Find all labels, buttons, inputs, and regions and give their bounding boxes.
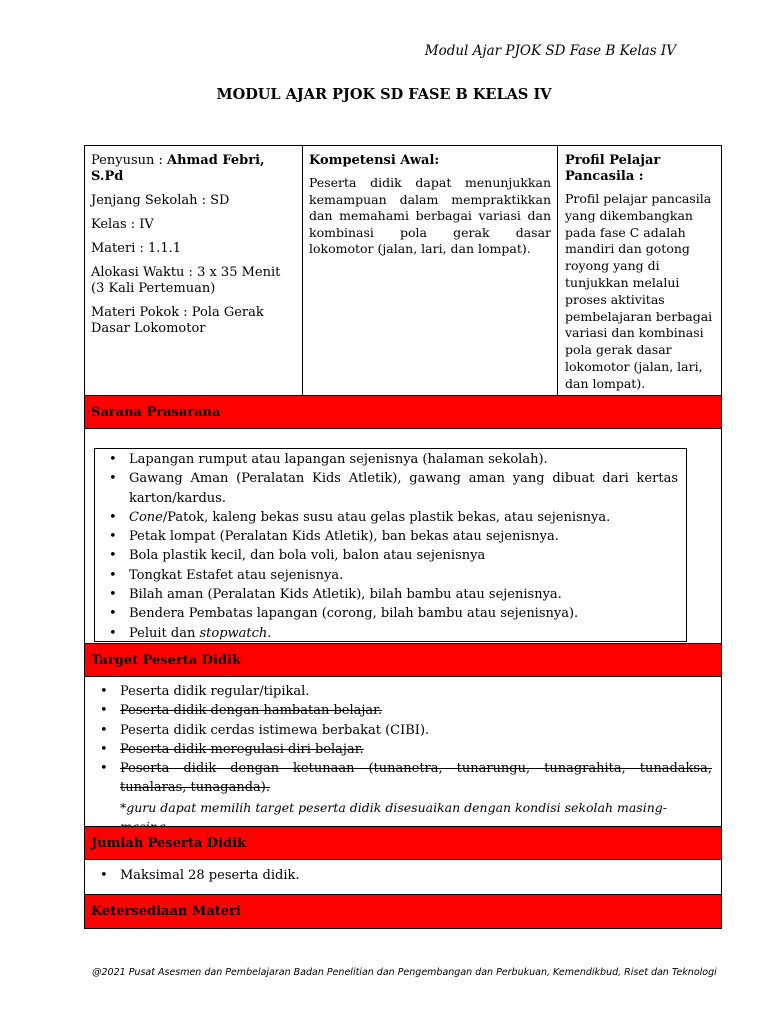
list-item — [94, 740, 712, 759]
list-item-text-pre: Bola plastik kecil, dan bola voli, balon atau sejenisnya — [129, 548, 486, 564]
list-item — [103, 527, 678, 546]
list-item-text: Peserta didik meregulasi diri belajar. — [120, 741, 364, 757]
list-item-text-post: /Patok, kaleng bekas susu atau gelas plastik bekas, atau sejenisnya. — [162, 509, 611, 525]
bullet-icon: • — [109, 452, 117, 467]
profil-heading: Profil Pelajar Pancasila : — [565, 153, 661, 184]
time-allocation: Alokasi Waktu : 3 x 35 Menit (3 Kali Pertemuan) — [91, 265, 281, 296]
sarana-heading: Sarana Prasarana — [85, 395, 721, 429]
list-item — [94, 721, 712, 740]
sarana-list — [103, 450, 678, 643]
list-item — [103, 508, 678, 527]
list-item — [94, 759, 712, 798]
running-header: Modul Ajar PJOK SD Fase B Kelas IV — [424, 43, 676, 59]
bullet-icon: • — [100, 722, 108, 738]
bullet-icon: • — [100, 761, 108, 777]
list-item — [94, 701, 712, 720]
author-name: Ahmad Febri, S.Pd — [91, 153, 265, 184]
list-item-text-pre: Peluit dan — [129, 625, 200, 641]
main-material: Materi Pokok : Pola Gerak Dasar Lokomotor — [91, 305, 264, 336]
kompetensi-body: Peserta didik dapat menunjukkan kemampuan dalam mempraktikkan dan memahami berbagai variasi dan kombinasi pola gerak dasar lokomotor (jalan, lari, dan lompat). — [309, 175, 551, 256]
list-item-text: Maksimal 28 peserta didik. — [120, 868, 300, 883]
list-item-text-pre: Lapangan rumput atau lapangan sejenisnya (halaman sekolah). — [129, 452, 548, 467]
bullet-icon: • — [109, 509, 117, 525]
sarana-box — [94, 448, 687, 642]
list-item-text: Peserta didik cerdas istimewa berbakat (CIBI). — [120, 722, 430, 738]
bullet-icon: • — [109, 587, 117, 603]
list-item-text-pre: Petak lompat (Peralatan Kids Atletik), ban bekas atau sejenisnya. — [129, 529, 559, 545]
module-table — [84, 145, 722, 929]
grade: Kelas : IV — [91, 217, 154, 232]
list-item — [103, 585, 678, 604]
bullet-icon: • — [100, 703, 108, 719]
bullet-icon: • — [109, 529, 117, 545]
bullet-icon: • — [109, 625, 117, 641]
bullet-icon: • — [100, 684, 108, 699]
identity-column — [85, 146, 303, 395]
list-item — [94, 866, 712, 885]
list-item — [103, 624, 678, 643]
list-item-text-pre: Bilah aman (Peralatan Kids Atletik), bilah bambu atau sejenisnya. — [129, 587, 562, 603]
jumlah-heading: Jumlah Peserta Didik — [85, 826, 721, 860]
list-item-text-it: Cone — [129, 509, 163, 525]
target-note-text: *guru dapat memilih target peserta didik disesuaikan dengan kondisi sekolah masing- — [120, 799, 667, 815]
kompetensi-column — [303, 146, 558, 395]
list-item-text-post: . — [267, 625, 272, 641]
list-item-text-pre: Gawang Aman (Peralatan Kids Atletik), gawang aman yang dibuat dari kertas karton/kardus. — [129, 471, 678, 506]
target-section — [85, 677, 721, 827]
target-list — [94, 682, 712, 798]
ketersediaan-heading: Ketersediaan Materi — [85, 894, 721, 928]
bullet-icon: • — [109, 606, 117, 622]
list-item — [103, 604, 678, 623]
bullet-icon: • — [109, 567, 117, 583]
list-item — [94, 682, 712, 701]
list-item-text: Peserta didik dengan hambatan belajar. — [120, 703, 383, 719]
jumlah-list — [94, 866, 712, 885]
list-item-text-pre: Tongkat Estafet atau sejenisnya. — [129, 567, 344, 583]
page-footer: @2021 Pusat Asesmen dan Pembelajaran Badan Penelitian dan Pengembangan dan Perbukuan, Kemendikbud, Riset dan Teknologi — [92, 967, 717, 978]
sarana-section — [85, 429, 721, 644]
list-item — [103, 566, 678, 585]
bullet-icon: • — [100, 741, 108, 757]
identity-row — [85, 146, 721, 395]
list-item-text-it: stopwatch — [199, 625, 268, 641]
author-line — [91, 153, 296, 185]
list-item-text: Peserta didik dengan ketunaan (tunanetra, tunarungu, tunagrahita, tunadaksa, tunalaras, tunaganda). — [120, 761, 712, 796]
profil-column — [558, 146, 721, 395]
list-item-text: Peserta didik regular/tipikal. — [120, 684, 310, 699]
bullet-icon: • — [109, 548, 117, 564]
list-item-text-pre: Bendera Pembatas lapangan (corong, bilah bambu atau sejenisnya). — [129, 606, 579, 622]
kompetensi-heading: Kompetensi Awal: — [309, 153, 440, 168]
list-item — [103, 450, 678, 469]
document-title: MODUL AJAR PJOK SD FASE B KELAS IV — [216, 86, 552, 103]
profil-body: Profil pelajar pancasila yang dikembangkan pada fase C adalah mandiri dan gotong royong yang di tunjukkan melalui proses aktivitas pembelajaran berbagai variasi dan kombinasi pola gerak dasar lokomotor (jalan, lari, dan lompat). — [565, 191, 713, 391]
target-heading: Target Peserta Didik — [85, 643, 721, 677]
author-label: Penyusun : — [91, 153, 168, 168]
school-level: Jenjang Sekolah : SD — [91, 193, 230, 208]
list-item — [103, 469, 678, 508]
bullet-icon: • — [109, 471, 117, 487]
list-item — [103, 546, 678, 565]
material-code: Materi : 1.1.1 — [91, 241, 182, 256]
bullet-icon: • — [100, 868, 108, 883]
jumlah-section — [85, 860, 721, 894]
